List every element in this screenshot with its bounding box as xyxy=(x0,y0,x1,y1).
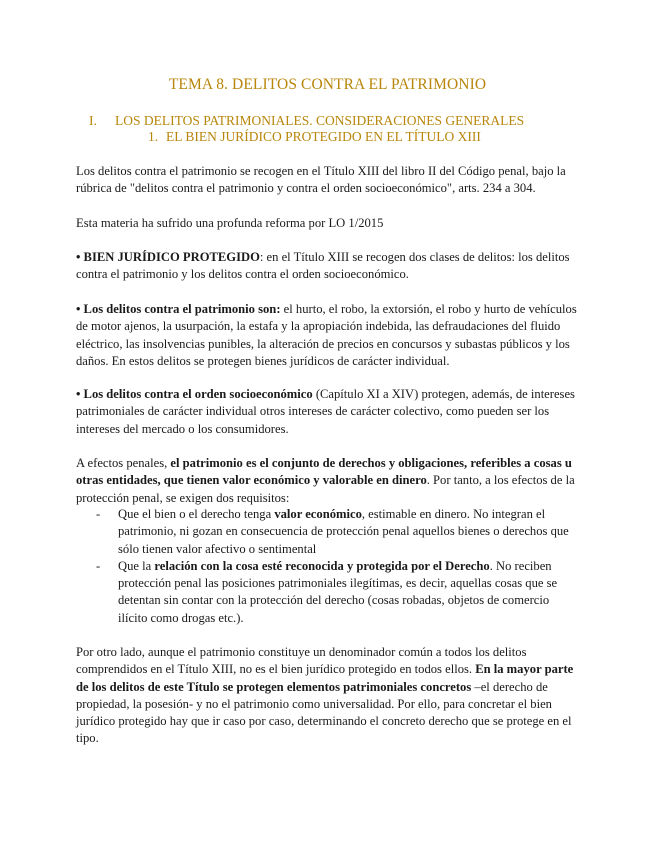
bold-term: valor económico xyxy=(274,507,362,521)
paragraph-conclusion xyxy=(76,644,580,748)
subsection-heading-text: EL BIEN JURÍDICO PROTEGIDO EN EL TÍTULO XIII xyxy=(166,129,481,144)
list-dash: - xyxy=(96,558,101,573)
bold-term: el patrimonio es el conjunto de derechos y obligaciones, referibles a cosas u otras entidades, que tienen valor económico y valorable en dinero xyxy=(76,456,572,488)
paragraph-intro: Los delitos contra el patrimonio se recogen en el Título XIII del libro II del Código penal, bajo la rúbrica de "delitos contra el patrimonio y contra el orden socioeconómico", arts. 234 a 304. xyxy=(76,164,566,196)
section-number: I. xyxy=(89,113,97,128)
list-text: . No reciben protección penal las posiciones patrimoniales ilegítimas, es decir, aquellas cosas que se detentan sin contar con la protección del derecho (cosas robadas, objetos de comercio ilícito como drogas etc.). xyxy=(118,558,558,625)
section-heading-1 xyxy=(89,113,524,129)
subsection-number: 1. xyxy=(148,129,159,144)
bold-term: • Los delitos contra el orden socioeconómico xyxy=(76,387,313,401)
paragraph-reform: Esta materia ha sufrido una profunda reforma por LO 1/2015 xyxy=(76,216,384,230)
paragraph-text: : en el Título XIII se recogen dos clases de delitos: los delitos contra el patrimonio y los delitos contra el orden socioeconómico. xyxy=(76,250,570,282)
list-item xyxy=(76,506,580,558)
list-text: Que la xyxy=(118,558,155,573)
bold-term: En la mayor parte de los delitos de este Título se protegen elementos patrimoniales concretos xyxy=(76,662,574,694)
paragraph-text: (Capítulo XI a XIV) protegen, además, de intereses patrimoniales de carácter individual otros intereses de carácter colectivo, como pueden ser los intereses del mercado o los consumidores. xyxy=(76,387,575,436)
list-text: , estimable en dinero. No integran el patrimonio, ni gozan en consecuencia de protección penal aquellos bienes o derechos que sólo tienen valor afectivo o sentimental xyxy=(118,507,569,556)
paragraph-text: . Por tanto, a los efectos de la protección penal, se exigen dos requisitos: xyxy=(76,473,575,505)
paragraph-text: Por otro lado, aunque el patrimonio constituye un denominador común a todos los delitos comprendidos en el Título XIII, no es el bien jurídico protegido en todos ellos. xyxy=(76,645,527,677)
paragraph-bien-juridico xyxy=(76,249,580,284)
requirements-list xyxy=(76,506,580,627)
list-dash: - xyxy=(96,507,101,521)
list-text: Que el bien o el derecho tenga xyxy=(118,507,275,521)
paragraph-text: A efectos penales, xyxy=(76,456,171,470)
bold-term: relación con la cosa esté reconocida y protegida por el Derecho xyxy=(154,558,490,573)
paragraph-patrimonio-definition xyxy=(76,455,580,507)
paragraph-text: –el derecho de propiedad, la posesión- y no el patrimonio como universalidad. Por ello, para concretar el bien jurídico protegido hay que ir caso por caso, determinando el concreto derecho que se protege en el tipo. xyxy=(76,679,572,746)
paragraph-text: el hurto, el robo, la extorsión, el robo y hurto de vehículos de motor ajenos, la usurpación, la estafa y la apropiación indebida, las defraudaciones del fluido eléctrico, las insolvencias punibles, la alteración de precios en concursos y subastas públicos y los daños. En estos delitos se protegen bienes jurídicos de carácter individual. xyxy=(76,302,577,368)
bold-term: • BIEN JURÍDICO PROTEGIDO xyxy=(76,250,260,264)
document-title: TEMA 8. DELITOS CONTRA EL PATRIMONIO xyxy=(168,76,487,93)
bold-term: • Los delitos contra el patrimonio son: xyxy=(76,302,281,316)
paragraph-orden-socioeconomico xyxy=(76,386,580,438)
list-item xyxy=(76,558,580,627)
paragraph-delitos-patrimonio xyxy=(76,301,580,370)
section-heading-text: LOS DELITOS PATRIMONIALES. CONSIDERACIONES GENERALES xyxy=(115,113,525,128)
subsection-heading xyxy=(148,129,481,145)
